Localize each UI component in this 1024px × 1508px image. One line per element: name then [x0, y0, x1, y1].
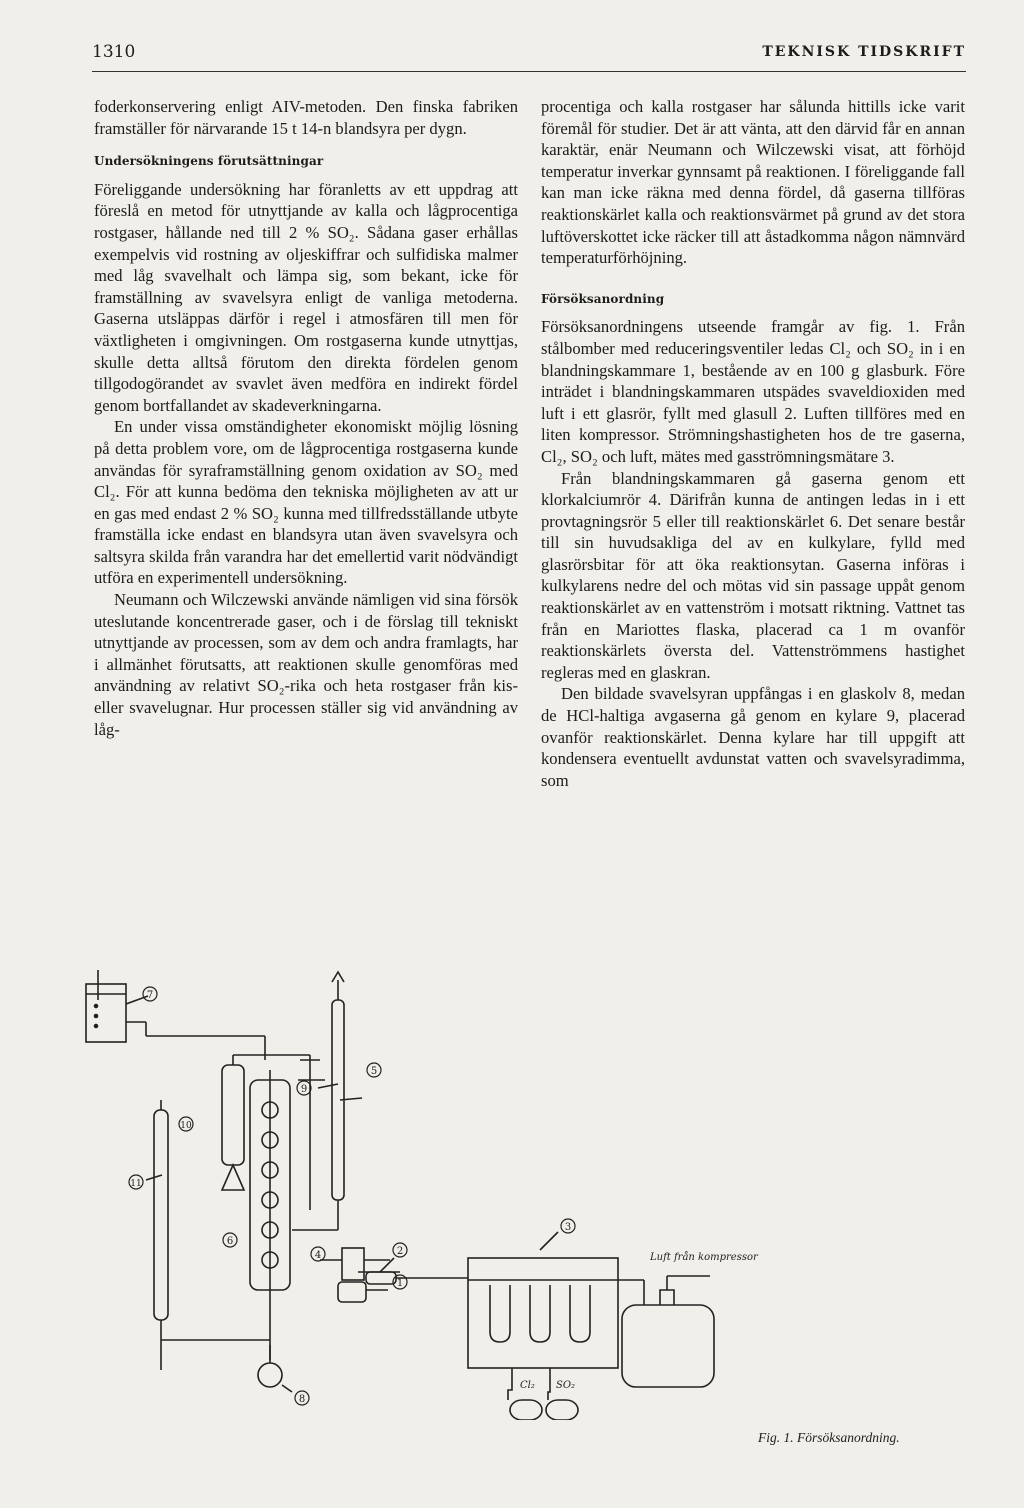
column-11: [146, 1100, 270, 1370]
figure-label-7: 7: [146, 990, 154, 1001]
left-paragraph-2: Föreliggande undersökning har föranletts av ett uppdrag att föreslå en metod för utnyttjande av kalla och lågprocentiga rostgaser, hållande ned till 2 % SO₂. Sådana gaser erhållas exempelvis vid rostning av oljeskiffrar och sulfidiska malmer med låg svavelhalt och lämpa sig, som bekant, icke för framställning av svavelsyra enligt de vanliga metoderna. Gaserna utsläppas därför i regel i atmosfären till men för växtligheten i omgivningen. Om rostgaserna kunde utnyttjas, skulle detta alltså förutom den direkta fördelen genom tillgodogörandet av svavlet även medföra en indirekt fördel genom bortfallandet av skadeverkningarna.: [94, 179, 518, 415]
apparatus-figure: [70, 960, 970, 1420]
so2-label: SO₂: [556, 1380, 576, 1391]
compressor-bottle: [622, 1276, 714, 1387]
journal-title: TEKNISK TIDSKRIFT: [762, 44, 966, 60]
flow-meters-3: [468, 1232, 644, 1368]
calcium-chloride-tube-4: [320, 1248, 390, 1280]
figure-label-6: 6: [226, 1236, 234, 1247]
figure-label-5: 5: [370, 1066, 378, 1077]
left-paragraph-1: foderkonservering enligt AIV-metoden. Den finska fabriken framställer för närvarande 15 t 14-n blandsyra per dygn.: [94, 97, 518, 138]
right-paragraph-3: Från blandningskammaren gå gaserna genom ett klorkalciumrör 4. Därifrån kunna de antingen ledas in i ett provtagningsrör 5 eller till reaktionskärlet 6. Det senare består till sin huvudsakliga del av en kulkylare, fylld med glasrörsbitar för att öka reaktionsytan. Gaserna införas i kulkylarens nedre del och mötas vid sin passage uppåt genom reaktionskärlet av en vattenström i motsatt riktning. Vattnet tas från en Mariottes flaska, placerad ca 1 m ovanför reaktionskärlets översta del. Vattenströmmens hastighet regleras med en glaskran.: [541, 468, 965, 682]
mariotte-flask: [86, 970, 265, 1060]
figure-labels: [129, 987, 575, 1405]
figure-label-4: 4: [314, 1250, 322, 1261]
left-column: [94, 96, 518, 740]
collection-flask-8: [258, 1345, 292, 1392]
header-rule: [92, 71, 966, 72]
cooler-9: [222, 1055, 338, 1210]
figure-label-2: 2: [396, 1246, 404, 1257]
right-paragraph-4: Den bildade svavelsyran uppfångas i en glaskolv 8, medan de HCl-haltiga avgaserna gå genom en kylare 9, placerad ovanför reaktionskärlet. Denna kylare har till uppgift att kondensera eventuellt avdunstat vatten och svavelsyradimma, som: [541, 684, 965, 790]
right-column: [541, 96, 965, 791]
gas-cylinders: [508, 1368, 578, 1420]
figure-caption: Fig. 1. Försöksanordning.: [758, 1430, 900, 1445]
section-heading-setup: Försöksanordning: [541, 291, 665, 306]
figure-label-11: 11: [130, 1179, 142, 1189]
page-number: 1310: [92, 42, 136, 62]
reaction-vessel: [250, 1070, 290, 1360]
left-paragraph-4: Neumann och Wilczewski använde nämligen vid sina försök uteslutande koncentrerade gaser, och i de förslag till tekniskt utnyttjande av processen, som av dem och andra framlagts, har i allmänhet förutsatts, att reaktionen skulle genomföras med användning av relativt SO₂-rika och heta rostgaser från kis- eller svavelugnar. Hur processen ställer sig vid användning av låg-: [94, 590, 518, 739]
figure-label-8: 8: [298, 1394, 306, 1405]
page-header: [92, 40, 966, 70]
left-paragraph-3: En under vissa omständigheter ekonomiskt möjlig lösning på detta problem vore, om de lågprocentiga rostgaserna kunde användas för syraframställning genom oxidation av SO₂ med Cl₂. För att kunna bedöma den tekniska möjligheten av att ur en gas med endast 2 % SO₂ kunna med tillfredsställande utbyte framställa icke endast en blandsyra utan även svavelsyra och saltsyra skilda från varandra har det emellertid varit nödvändigt utföra en experimentell undersökning.: [94, 417, 518, 588]
glass-wool-tube-2: [366, 1258, 468, 1284]
mixing-chamber-1: [338, 1272, 400, 1302]
section-heading-premises: Undersökningens förutsättningar: [94, 154, 324, 169]
right-paragraph-2: Försöksanordningens utseende framgår av fig. 1. Från stålbomber med reduceringsventiler ledas Cl₂ och SO₂ in i en blandningskammare 1, bestående av en 100 g glasburk. Före inträdet i blandningskammaren utspädes svaveldioxiden med luft i ett glasrör, fyllt med glasull 2. Luften tillföres med en liten kompressor. Strömningshastigheten hos de tre gaserna, Cl₂, SO₂ och luft, mätes med gasströmningsmätare 3.: [541, 317, 965, 466]
cl2-label: Cl₂: [520, 1380, 535, 1391]
figure-label-3: 3: [564, 1222, 572, 1233]
figure-label-10: 10: [180, 1121, 192, 1131]
figure-label-1: 1: [396, 1278, 404, 1289]
sampling-tube-5: [292, 972, 362, 1230]
figure-label-9: 9: [300, 1084, 308, 1095]
right-paragraph-1: procentiga och kalla rostgaser har sålunda hittills icke varit föremål för studier. Det är att vänta, att den därvid får en annan karaktär, enär Neumann och Wilczewski visat, att förhöjd temperatur inverkar gynnsamt på reaktionen. I föreliggande fall kan man icke räkna med denna fördel, då gaserna tillföras reaktionskärlet kalla och reaktionsvärmet på grund av det stora luftöverskottet icke räcker till att åstadkomma någon nämnvärd temperaturförhöjning.: [541, 97, 965, 268]
air-label: Luft från kompressor: [650, 1252, 758, 1263]
